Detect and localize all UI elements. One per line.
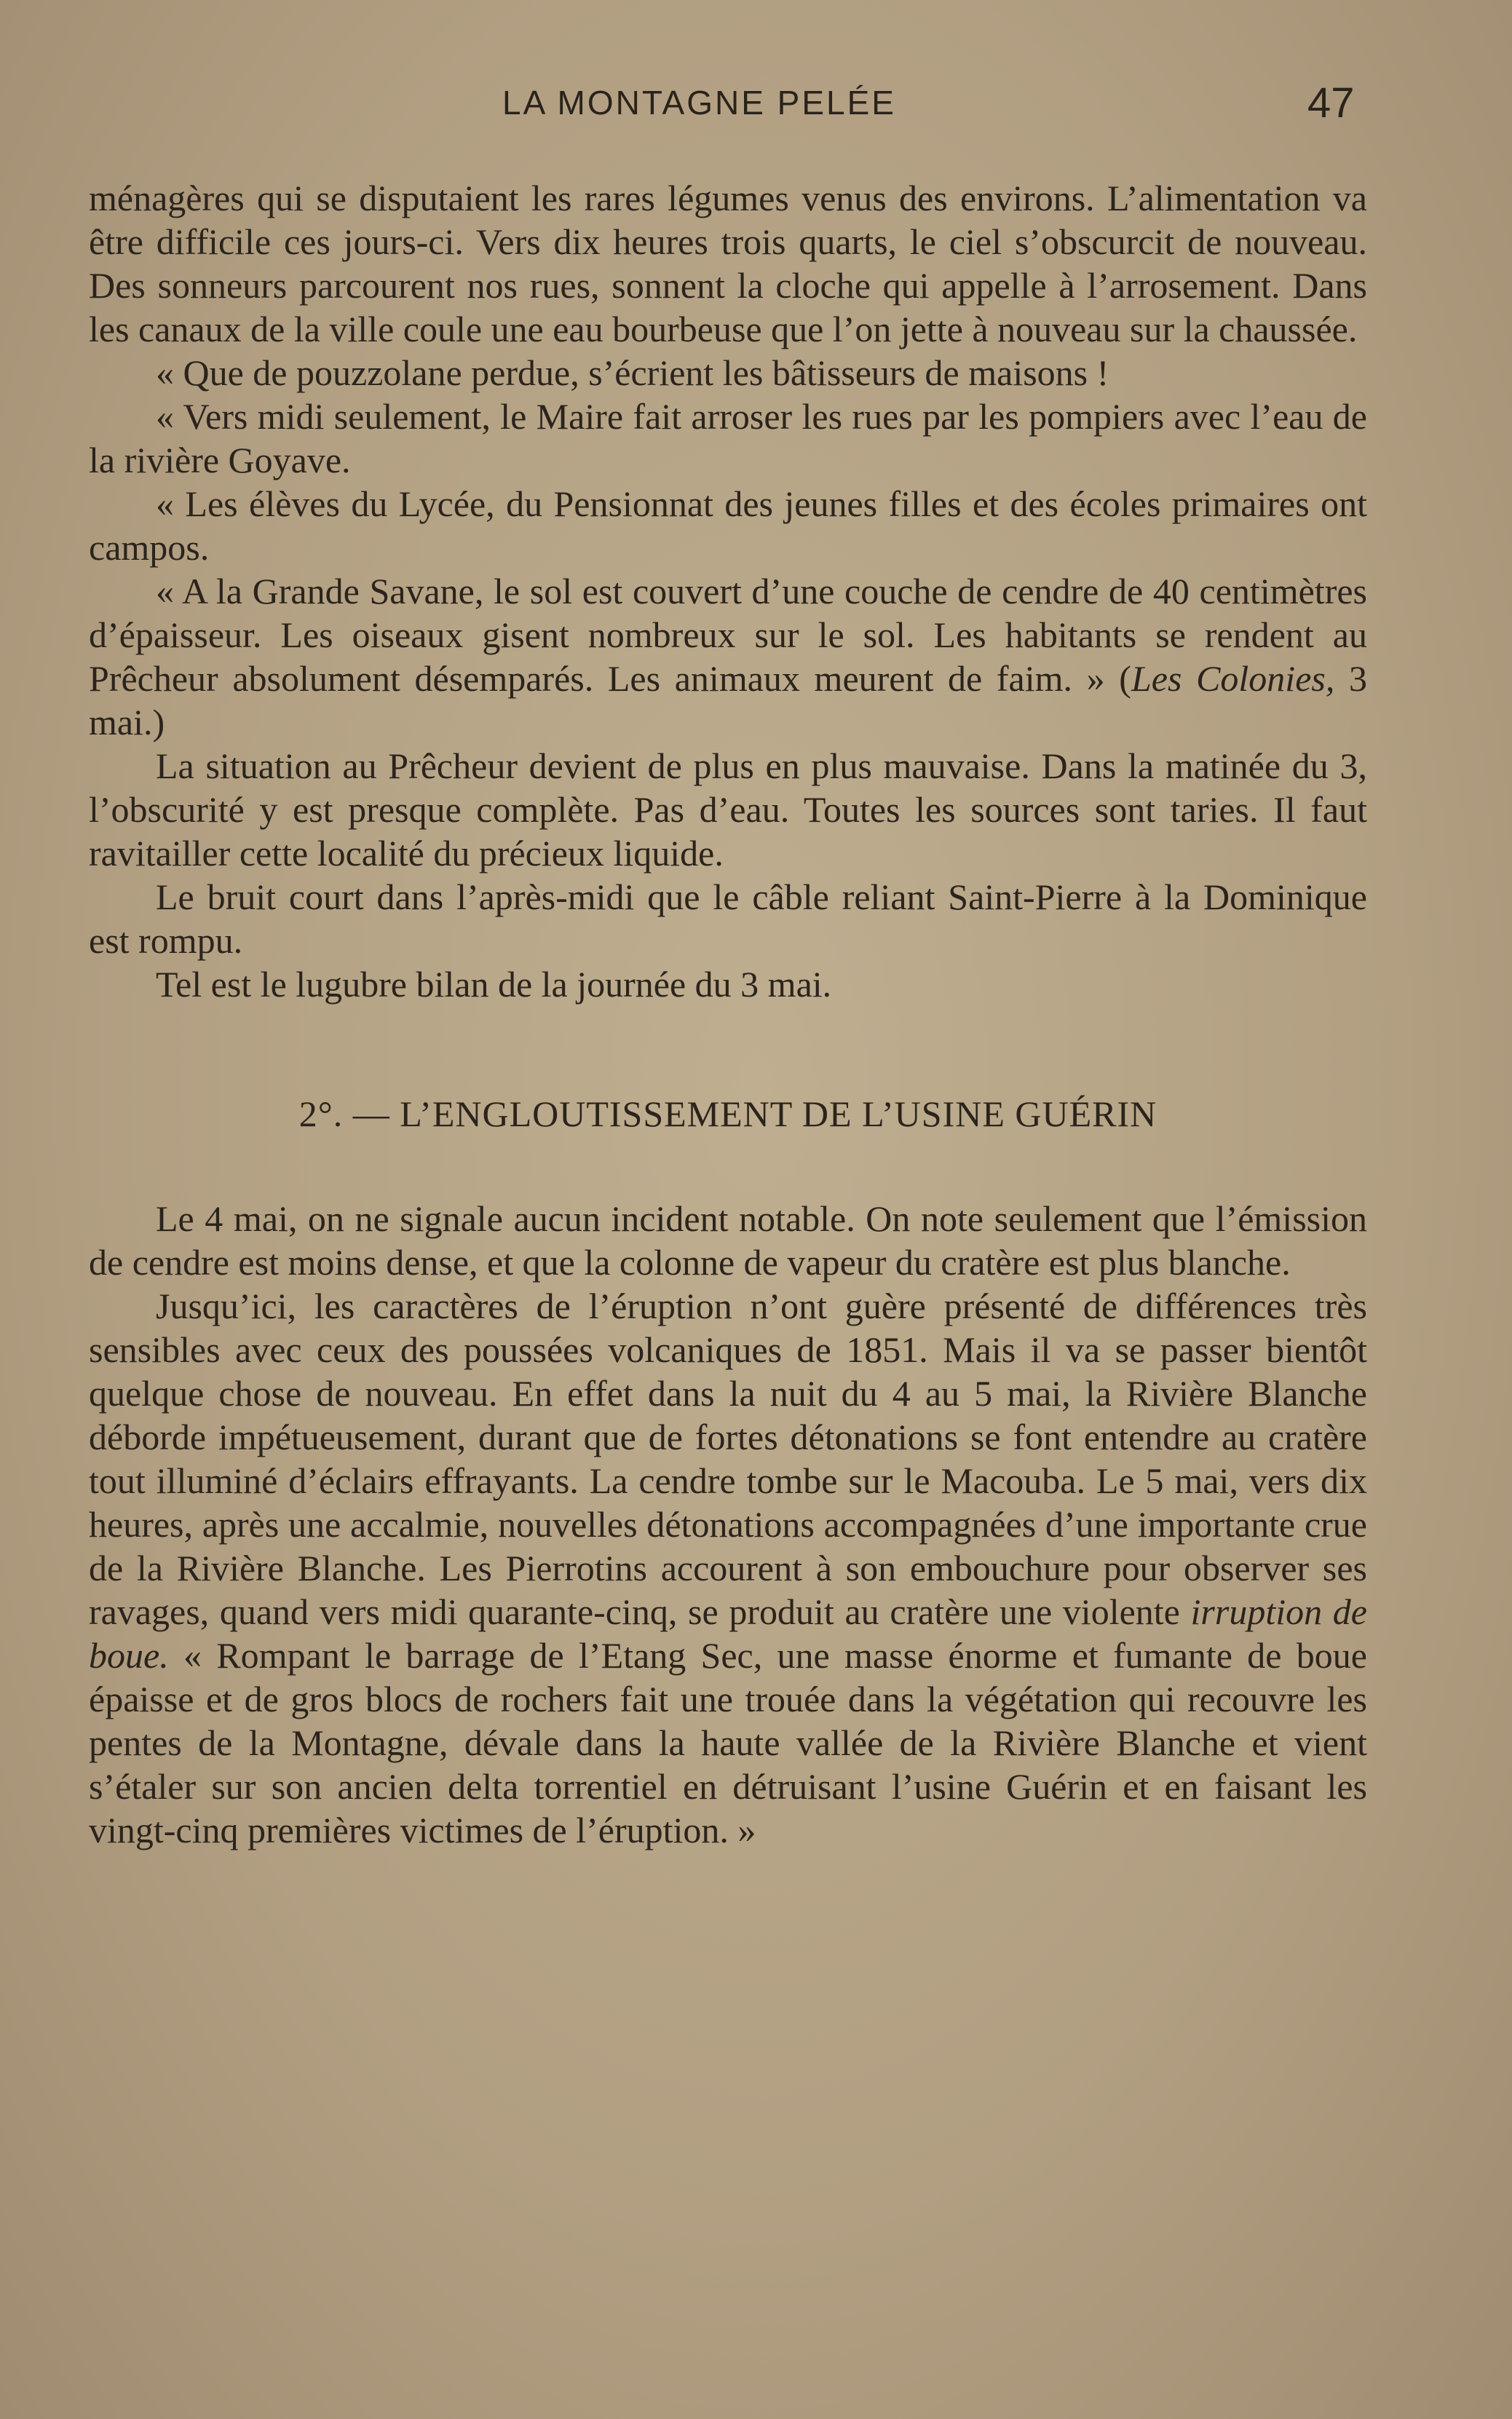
paragraph: La situation au Prêcheur devient de plus en plus mauvaise. Dans la matinée du 3, l’obscurité y est presque complète. Pas d’eau. Toutes les sources sont taries. Il faut ravitailler cette localité du précieux liquide. (89, 745, 1367, 874)
paragraph: « Vers midi seulement, le Maire fait arroser les rues par les pompiers avec l’eau de la rivière Goyave. (89, 396, 1367, 480)
page-header (0, 79, 1512, 144)
paragraph (89, 569, 1367, 744)
paragraph: ménagères qui se disputaient les rares légumes venus des environs. L’alimentation va être difficile ces jours-ci. Vers dix heures trois quarts, le ciel s’obscurcit de nouveau. Des sonneurs parcourent nos rues, sonnent la cloche qui appelle à l’arrosement. Dans les canaux de la ville coule une eau bourbeuse que l’on jette à nouveau sur la chaussée. (89, 178, 1367, 349)
emphasis-text: irruption de boue. (89, 1591, 1367, 1676)
running-title: LA MONTAGNE PELÉE (502, 84, 896, 122)
section-heading: 2°. — L’ENGLOUTISSEMENT DE L’USINE GUÉRIN (298, 1093, 1157, 1134)
citation-date: 3 mai.) (89, 658, 1368, 743)
page-number: 47 (1307, 79, 1355, 127)
paragraph: Le bruit court dans l’après-midi que le câble reliant Saint-Pierre à la Dominique est rompu. (89, 876, 1367, 961)
paragraph: Tel est le lugubre bilan de la journée du 3 mai. (156, 964, 832, 1005)
paragraph: « Que de pouzzolane perdue, s’écrient les bâtisseurs de maisons ! (156, 352, 1109, 393)
body-text (89, 176, 1367, 1852)
paragraph-text: « Rompant le barrage de l’Etang Sec, une masse énorme et fumante de boue épaisse et de gros blocs de rochers fait une trouée dans la végétation qui recouvre les pentes de la Montagne, dévale dans la haute vallée de la Rivière Blanche et vient s’étaler sur son ancien delta torrentiel en détruisant l’usine Guérin et en faisant les vingt-cinq premières victimes de l’éruption. » (89, 1635, 1367, 1850)
paragraph (89, 1284, 1367, 1852)
paragraph: « Les élèves du Lycée, du Pensionnat des jeunes filles et des écoles primaires ont campos. (89, 483, 1367, 568)
paragraph-text: Jusqu’ici, les caractères de l’éruption n’ont guère présenté de différences très sensibles avec ceux des poussées volcaniques de 1851. Mais il va se passer bientôt quelque chose de nouveau. En effet dans la nuit du 4 au 5 mai, la Rivière Blanche déborde impétueusement, durant que de fortes détonations se font entendre au cratère tout illuminé d’éclairs effrayants. La cendre tombe sur le Macouba. Le 5 mai, vers dix heures, après une accalmie, nouvelles détonations accompagnées d’une importante crue de la Rivière Blanche. Les Pierrotins accourent à son embouchure pour observer ses ravages, quand vers midi quarante-cinq, se produit au cratère une violente (89, 1286, 1367, 1632)
paragraph: Le 4 mai, on ne signale aucun incident notable. On note seulement que l’émission de cendre est moins dense, et que la colonne de vapeur du cratère est plus blanche. (89, 1198, 1367, 1283)
quote-text: « A la Grande Savane, le sol est couvert d’une couche de cendre de 40 centimètres d’épaisseur. Les oiseaux gisent nombreux sur le sol. Les habitants se rendent au Prêcheur absolument désemparés. Les animaux meurent de faim. » ( (89, 571, 1367, 699)
citation-title: Les Colonies, (1131, 658, 1335, 699)
